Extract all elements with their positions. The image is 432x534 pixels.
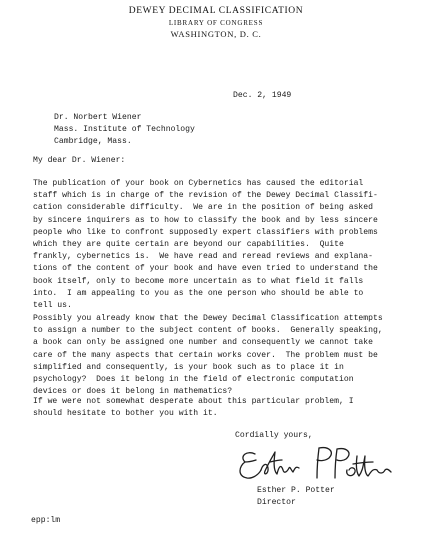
recipient-address bbox=[54, 112, 195, 149]
body-paragraph-2: Possibly you already know that the Dewey Decimal Classification attempts to assign a number to the subject content of books. Generally speaking, a book can only be assigned one number and consequently we cannot take care of the many aspects that certain works cover. The problem must be simplified and consequently, is your book such as to place it in psychology? Does it belong in the field of electronic computation devices or does it belong in mathematics? bbox=[33, 314, 383, 397]
signer-block bbox=[257, 485, 335, 509]
body-paragraph-3: If we were not somewhat desperate about this particular problem, I should hesitate to bother you with it. bbox=[33, 397, 354, 419]
recipient-city: Cambridge, Mass. bbox=[54, 137, 132, 147]
signer-name: Esther P. Potter bbox=[257, 486, 335, 495]
handwritten-signature bbox=[233, 444, 393, 488]
recipient-institution: Mass. Institute of Technology bbox=[54, 125, 195, 135]
letterhead-organization: DEWEY DECIMAL CLASSIFICATION bbox=[128, 6, 304, 16]
typist-initials: epp:lm bbox=[31, 516, 61, 525]
salutation: My dear Dr. Wiener: bbox=[33, 156, 126, 165]
letterhead-location: WASHINGTON, D. C. bbox=[170, 29, 262, 39]
letter-date: Dec. 2, 1949 bbox=[233, 91, 292, 100]
body-paragraph-1: The publication of your book on Cybernetics has caused the editorial staff which is in charge of the revision of the Dewey Decimal Classifi- cation considerable difficulty. We are in the position of being asked by sincere inquirers as to how to classify the book and by less sincere people who like to confront supposedly expert classifiers with problems which they are quite certain are beyond our capabilities. Quite frankly, cybernetics is. We have read and reread reviews and explana- tions of the content of your book and have even tried to understand the book itself, only to become more uncertain as to what field it falls into. I am appealing to you as the one person who should be able to tell us. bbox=[33, 179, 378, 311]
signer-title: Director bbox=[257, 498, 296, 508]
closing: Cordially yours, bbox=[235, 431, 313, 440]
recipient-name: Dr. Norbert Wiener bbox=[54, 113, 142, 122]
letterhead-library: LIBRARY OF CONGRESS bbox=[168, 19, 264, 27]
